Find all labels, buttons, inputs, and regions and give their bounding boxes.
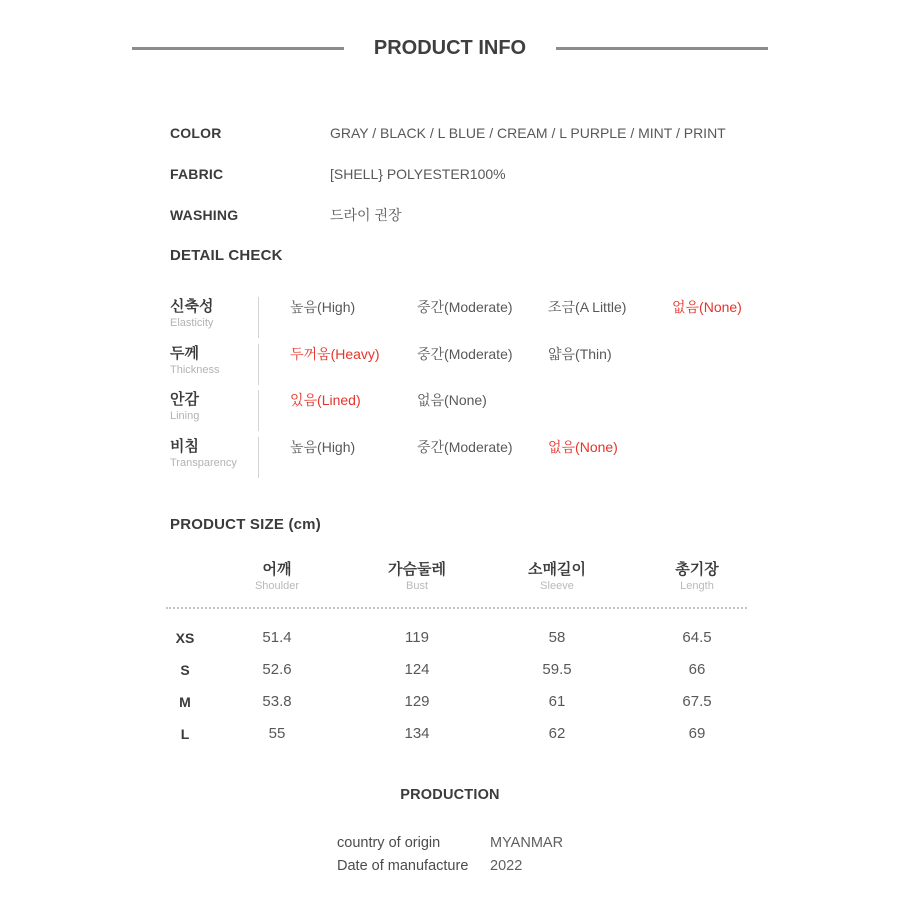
size-cell: 67.5 [682, 693, 712, 710]
size-row-label: XS [175, 630, 195, 646]
header-rule-left [132, 47, 344, 50]
detail-option: 높음(High) [290, 439, 356, 455]
size-col-header-en: Bust [405, 580, 428, 592]
size-row-label: S [180, 662, 190, 678]
size-row-label: M [179, 694, 191, 710]
detail-row-label-ko: 안감 [170, 391, 199, 408]
info-label: WASHING [170, 207, 239, 223]
header-rule-right [556, 47, 768, 50]
detail-row-transparency [170, 437, 790, 481]
size-col-header-en: Sleeve [540, 580, 574, 592]
size-table [163, 560, 767, 750]
production-label: Date of manufacture [337, 858, 469, 874]
detail-row-divider [258, 390, 259, 431]
detail-row-label-ko: 신축성 [170, 298, 214, 315]
info-label: COLOR [170, 125, 222, 141]
size-col-header-ko: 소매길이 [528, 561, 586, 578]
size-cell: 58 [548, 629, 566, 646]
production-row-origin [337, 833, 737, 853]
table-row-s [163, 654, 767, 686]
detail-option: 없음(None) [548, 439, 618, 455]
size-cell: 53.8 [262, 693, 292, 710]
size-cell: 64.5 [682, 629, 712, 646]
size-cell: 51.4 [262, 629, 292, 646]
size-col-header-sleeve [487, 560, 627, 594]
detail-row-label-en: Elasticity [170, 317, 214, 329]
info-value: GRAY / BLACK / L BLUE / CREAM / L PURPLE / MINT / PRINT [330, 125, 726, 141]
production-title: PRODUCTION [400, 787, 500, 803]
detail-row-label-en: Transparency [170, 457, 237, 469]
info-row-washing [170, 205, 810, 225]
detail-row-label-ko: 두께 [170, 345, 199, 362]
detail-option: 얇음(Thin) [548, 346, 612, 362]
size-cell: 66 [688, 661, 706, 678]
size-row-label: L [180, 726, 190, 742]
size-cell: 62 [548, 725, 566, 742]
size-col-header-en: Shoulder [254, 580, 300, 592]
table-row-m [163, 686, 767, 718]
size-table-title: PRODUCT SIZE (cm) [170, 516, 321, 533]
detail-row-divider [258, 344, 259, 385]
detail-row-elasticity [170, 297, 790, 341]
size-cell: 59.5 [542, 661, 572, 678]
size-col-header-ko: 총기장 [675, 561, 719, 578]
page-header [0, 37, 900, 60]
size-col-header-length [627, 560, 767, 594]
info-value: [SHELL} POLYESTER100% [330, 166, 506, 182]
detail-option: 중간(Moderate) [417, 299, 513, 315]
size-cell: 52.6 [262, 661, 292, 678]
table-row-xs [163, 622, 767, 654]
detail-option: 중간(Moderate) [417, 439, 513, 455]
detail-option: 높음(High) [290, 299, 356, 315]
size-col-header-bust [347, 560, 487, 594]
production-row-date [337, 856, 737, 876]
info-label: FABRIC [170, 166, 224, 182]
detail-option: 두꺼움(Heavy) [290, 346, 380, 362]
size-col-header-ko: 어깨 [262, 561, 292, 578]
detail-option: 있음(Lined) [290, 392, 361, 408]
size-cell: 69 [688, 725, 706, 742]
detail-row-lining [170, 390, 790, 434]
size-cell: 124 [404, 661, 430, 678]
size-cell: 134 [404, 725, 430, 742]
size-cell: 55 [268, 725, 286, 742]
size-col-header-shoulder [207, 560, 347, 594]
page-title: PRODUCT INFO [373, 37, 527, 59]
detail-option: 조금(A Little) [548, 299, 627, 315]
detail-row-thickness [170, 344, 790, 388]
production-label: country of origin [337, 835, 441, 851]
info-row-fabric [170, 164, 810, 184]
size-corner-cell [163, 560, 207, 594]
detail-option: 중간(Moderate) [417, 346, 513, 362]
detail-option: 없음(None) [672, 299, 742, 315]
size-table-header [163, 560, 767, 594]
info-row-color [170, 123, 810, 143]
table-row-l [163, 718, 767, 750]
detail-row-label-en: Thickness [170, 364, 220, 376]
size-cell: 129 [404, 693, 430, 710]
size-col-header-en: Length [680, 580, 714, 592]
detail-row-label-ko: 비침 [170, 438, 199, 455]
size-table-body [163, 609, 767, 750]
production-value: 2022 [490, 858, 523, 874]
detail-option: 없음(None) [417, 392, 487, 408]
production-value: MYANMAR [490, 835, 564, 851]
detail-row-label-en: Lining [170, 410, 200, 422]
info-value: 드라이 권장 [330, 207, 402, 223]
detail-row-divider [258, 297, 259, 338]
detail-check-title: DETAIL CHECK [170, 247, 283, 264]
size-col-header-ko: 가슴둘레 [388, 561, 446, 578]
size-cell: 61 [548, 693, 566, 710]
detail-row-divider [258, 437, 259, 478]
size-cell: 119 [405, 629, 429, 646]
